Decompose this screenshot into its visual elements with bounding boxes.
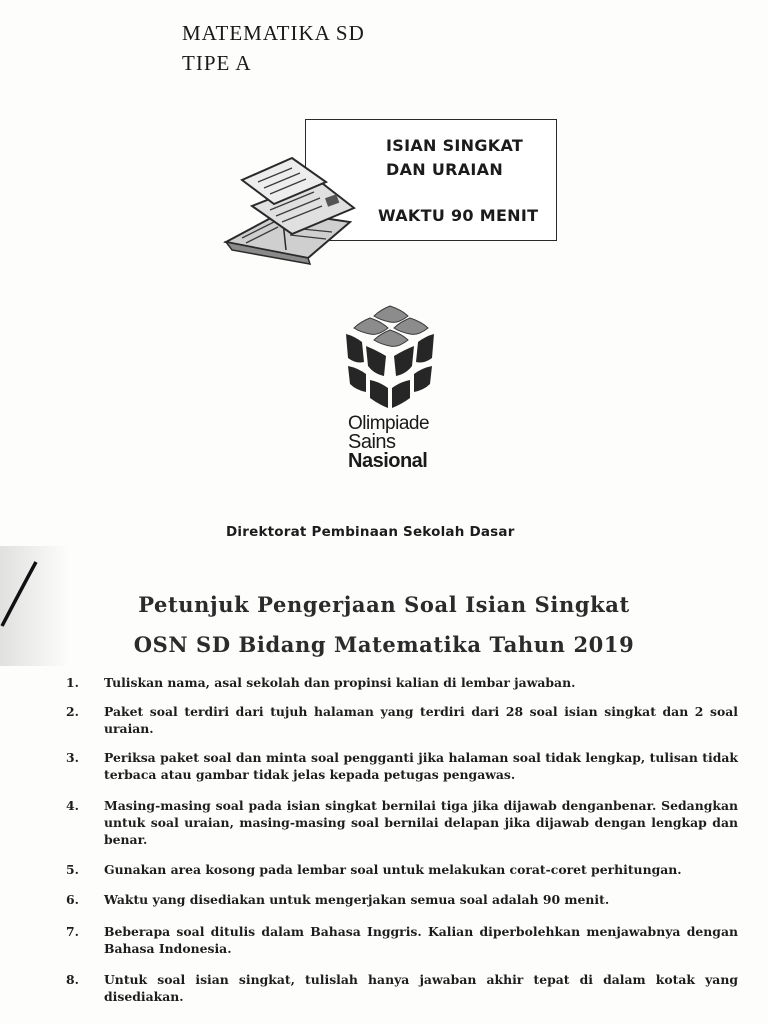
list-item bbox=[58, 749, 738, 797]
info-line-1: ISIAN SINGKAT bbox=[386, 136, 524, 155]
rule-text: Waktu yang disediakan untuk mengerjakan semua soal adalah 90 menit. bbox=[104, 892, 610, 907]
list-item bbox=[58, 891, 738, 923]
rule-number: 8. bbox=[66, 972, 79, 987]
rule-number: 1. bbox=[66, 675, 79, 690]
exam-type: TIPE A bbox=[182, 51, 252, 75]
rule-number: 3. bbox=[66, 750, 79, 765]
rule-text: Untuk soal isian singkat, tulislah hanya jawaban akhir tepat di dalam kotak yang disediakan. bbox=[104, 972, 738, 1004]
exam-subject-header bbox=[182, 18, 365, 78]
papers-icon bbox=[222, 150, 372, 265]
list-item bbox=[58, 703, 738, 749]
logo-line-nasional: Nasional bbox=[348, 450, 428, 472]
rule-number: 6. bbox=[66, 892, 79, 907]
list-item bbox=[58, 923, 738, 971]
list-item bbox=[58, 674, 738, 703]
osn-logo-icon bbox=[340, 302, 440, 412]
rule-text: Tuliskan nama, asal sekolah dan propinsi kalian di lembar jawaban. bbox=[104, 675, 576, 690]
rule-text: Periksa paket soal dan minta soal pengganti jika halaman soal tidak lengkap, tulisan tidak terbaca atau gambar tidak jelas kepada petugas pengawas. bbox=[104, 750, 738, 782]
list-item bbox=[58, 971, 738, 1011]
rule-number: 7. bbox=[66, 924, 79, 939]
info-time: WAKTU 90 MENIT bbox=[378, 206, 539, 225]
rule-number: 4. bbox=[66, 798, 79, 813]
rule-text: Gunakan area kosong pada lembar soal untuk melakukan corat-coret perhitungan. bbox=[104, 862, 682, 877]
rule-number: 5. bbox=[66, 862, 79, 877]
instructions-subtitle: OSN SD Bidang Matematika Tahun 2019 bbox=[133, 632, 635, 657]
list-item bbox=[58, 797, 738, 861]
instructions-title: Petunjuk Pengerjaan Soal Isian Singkat bbox=[138, 592, 630, 617]
instructions-list bbox=[58, 674, 738, 1011]
rule-text: Beberapa soal ditulis dalam Bahasa Inggris. Kalian diperbolehkan menjawabnya dengan Bahasa Indonesia. bbox=[104, 924, 738, 956]
rule-text: Masing-masing soal pada isian singkat bernilai tiga jika dijawab denganbenar. Sedangkan untuk soal uraian, masing-masing soal bernilai delapan jika dijawab dengan lengkap dan benar. bbox=[104, 798, 738, 847]
subject-title: MATEMATIKA SD bbox=[182, 21, 365, 45]
rule-text: Paket soal terdiri dari tujuh halaman yang terdiri dari 28 soal isian singkat dan 2 soal uraian. bbox=[104, 704, 738, 736]
directorate-label: Direktorat Pembinaan Sekolah Dasar bbox=[226, 524, 515, 540]
logo-line-sains: Sains bbox=[348, 431, 396, 453]
logo-line-olimpiade: Olimpiade bbox=[348, 413, 430, 434]
rule-number: 2. bbox=[66, 704, 79, 719]
info-line-2: DAN URAIAN bbox=[386, 160, 504, 179]
osn-logo-text bbox=[348, 414, 429, 471]
list-item bbox=[58, 861, 738, 891]
